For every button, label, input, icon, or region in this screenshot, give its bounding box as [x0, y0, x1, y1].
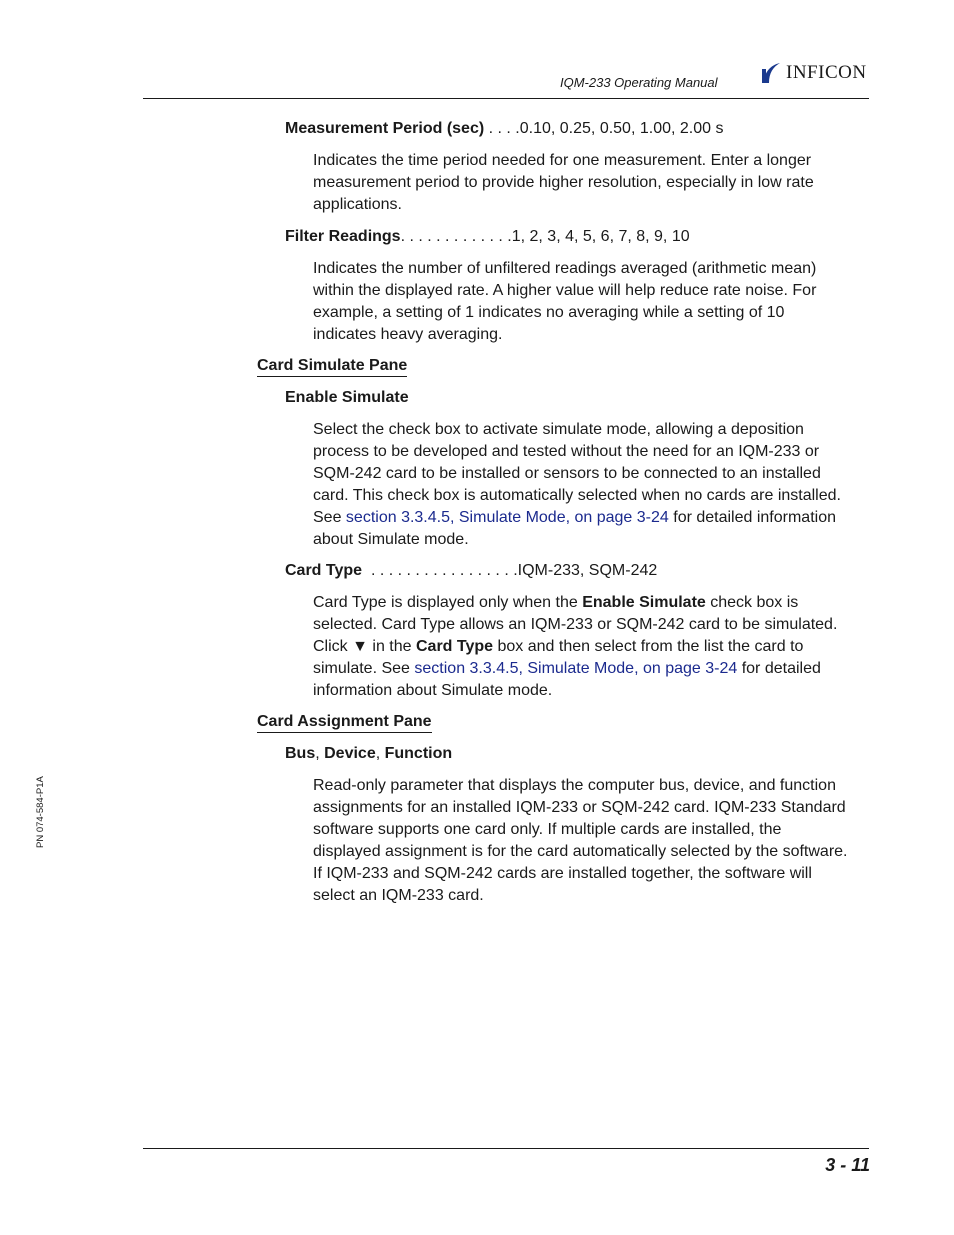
text-line: displayed assignment is for the card automatically selected by the software.	[313, 843, 848, 860]
text-span: Enable Simulate	[582, 594, 706, 611]
text-line: applications.	[313, 196, 402, 213]
text-line: SQM-242 card to be installed or sensors to be connected to an installed	[313, 465, 821, 482]
text-line: information about Simulate mode.	[313, 682, 553, 699]
text-line	[313, 507, 875, 529]
enable-simulate-description	[313, 419, 875, 551]
card-simulate-pane-heading: Card Simulate Pane	[257, 356, 407, 377]
inficon-logo	[760, 60, 867, 86]
text-span: for detailed information	[668, 509, 836, 526]
function-label: Function	[384, 745, 453, 762]
leader-dots: . . . . . . . . . . . . . . . . .	[362, 562, 518, 579]
text-span: simulate. See	[313, 660, 415, 677]
device-label: Device	[324, 745, 376, 762]
text-line: measurement period to provide higher resolution, especially in low rate	[313, 174, 814, 191]
filter-readings-label: Filter Readings	[285, 228, 401, 245]
separator: ,	[375, 745, 385, 762]
text-line: select an IQM-233 card.	[313, 887, 484, 904]
inficon-swoosh-icon	[760, 61, 782, 85]
logo-text: INFICON	[786, 62, 867, 83]
text-span: Click ▼ in the	[313, 638, 416, 655]
text-line: card. This check box is automatically selected when no cards are installed.	[313, 487, 841, 504]
text-span: box and then select from the list the card to	[493, 638, 804, 655]
filter-readings-description	[313, 258, 875, 346]
simulate-mode-link[interactable]: section 3.3.4.5, Simulate Mode, on page 3-24	[345, 509, 669, 526]
text-line	[313, 592, 875, 614]
text-line: about Simulate mode.	[313, 531, 469, 548]
filter-readings-line	[285, 226, 690, 248]
text-line: Read-only parameter that displays the computer bus, device, and function	[313, 777, 836, 794]
text-span: Card Type is displayed only when the	[313, 594, 583, 611]
filter-readings-values: 1, 2, 3, 4, 5, 6, 7, 8, 9, 10	[511, 228, 690, 245]
simulate-mode-link[interactable]: section 3.3.4.5, Simulate Mode, on page 3-24	[414, 660, 738, 677]
text-line: If IQM-233 and SQM-242 cards are installed together, the software will	[313, 865, 812, 882]
card-type-label: Card Type	[285, 562, 363, 579]
manual-title: IQM-233 Operating Manual	[560, 75, 718, 90]
separator: ,	[315, 745, 325, 762]
text-line: Select the check box to activate simulate mode, allowing a deposition	[313, 421, 804, 438]
measurement-period-line	[285, 118, 723, 140]
text-line: selected. Card Type allows an IQM-233 or SQM-242 card to be simulated.	[313, 616, 838, 633]
leader-dots: . . . . . . . . . . . . .	[400, 228, 512, 245]
card-assignment-description	[313, 775, 875, 907]
text-line: process to be developed and tested without the need for an IQM-233 or	[313, 443, 820, 460]
page-number: 3 - 11	[825, 1155, 870, 1175]
card-type-description	[313, 592, 875, 702]
header-rule	[143, 98, 869, 99]
footer-rule	[143, 1148, 869, 1149]
bus-device-function-line	[285, 743, 452, 765]
card-type-line	[285, 560, 657, 582]
text-line: within the displayed rate. A higher value will help reduce rate noise. For	[313, 282, 817, 299]
text-span: Card Type	[415, 638, 494, 655]
card-assignment-pane-heading: Card Assignment Pane	[257, 712, 432, 733]
bus-label: Bus	[285, 745, 316, 762]
text-line: example, a setting of 1 indicates no averaging while a setting of 10	[313, 304, 785, 321]
card-type-values: IQM-233, SQM-242	[517, 562, 658, 579]
text-span: See	[313, 509, 346, 526]
text-line: software supports one card only. If multiple cards are installed, the	[313, 821, 782, 838]
text-line	[313, 636, 875, 658]
text-line	[313, 658, 875, 680]
text-span: for detailed	[737, 660, 821, 677]
leader-dots: . . . .	[484, 120, 520, 137]
text-line: indicates heavy averaging.	[313, 326, 503, 343]
text-line: Indicates the number of unfiltered readings averaged (arithmetic mean)	[313, 260, 817, 277]
measurement-period-label: Measurement Period (sec)	[285, 120, 485, 137]
part-number: PN 074-584-P1A	[35, 776, 46, 848]
text-span: check box is	[705, 594, 799, 611]
measurement-period-description	[313, 150, 875, 216]
enable-simulate-label: Enable Simulate	[285, 389, 409, 406]
text-line: Indicates the time period needed for one measurement. Enter a longer	[313, 152, 812, 169]
text-line: assignments for an installed IQM-233 or SQM-242 card. IQM-233 Standard	[313, 799, 846, 816]
measurement-period-values: 0.10, 0.25, 0.50, 1.00, 2.00 s	[519, 120, 724, 137]
